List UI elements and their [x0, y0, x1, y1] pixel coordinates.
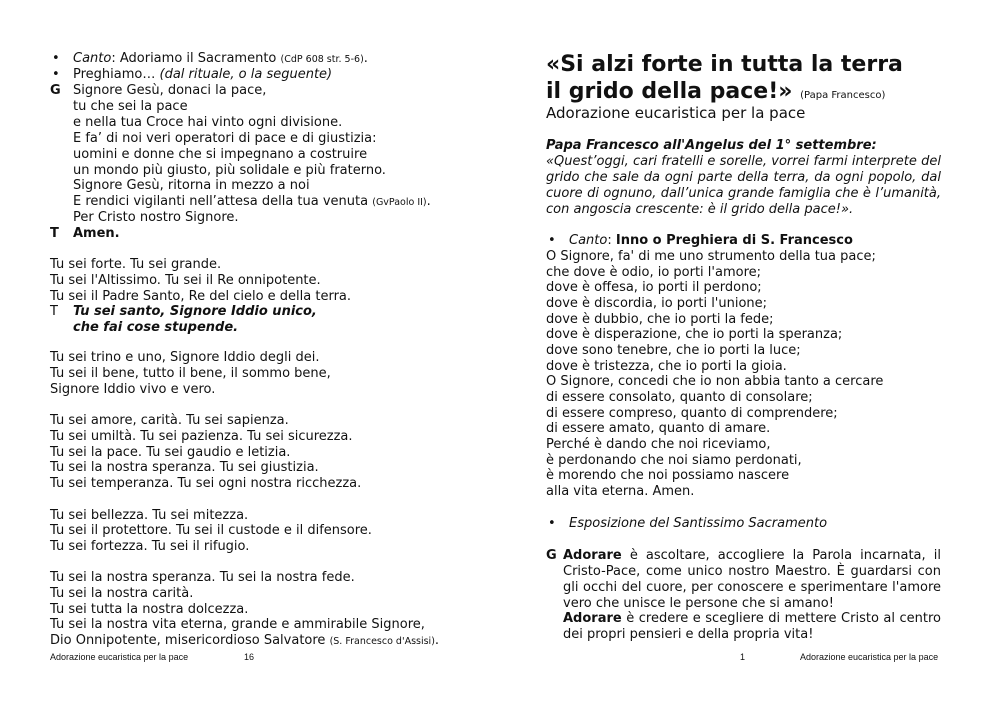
- speaker-marker-t: T: [50, 304, 58, 319]
- praise-line: Tu sei trino e uno, Signore Iddio degli dei.: [50, 350, 320, 365]
- praise-response: Tu sei santo, Signore Iddio unico,: [73, 304, 317, 319]
- esposizione-line: Esposizione del Santissimo Sacramento: [569, 516, 828, 531]
- francesco-line: alla vita eterna. Amen.: [546, 484, 695, 499]
- adorare-paragraph-2: Adorare è credere e scegliere di mettere Cristo al centro dei propri pensieri e della propria vita!: [563, 611, 941, 642]
- francesco-line: dove è dubbio, che io porti la fede;: [546, 312, 774, 327]
- francesco-line: O Signore, concedi che io non abbia tanto a cercare: [546, 374, 884, 389]
- canto-line: Canto: Adoriamo il Sacramento (CdP 608 str. 5-6).: [73, 51, 368, 66]
- praise-line: Tu sei il protettore. Tu sei il custode e il difensore.: [50, 523, 372, 538]
- francesco-line: di essere amato, quanto di amare.: [546, 421, 771, 436]
- speaker-marker-t: T: [50, 226, 59, 241]
- francesco-line: dove è tristezza, che io porti la gioia.: [546, 359, 787, 374]
- bullet: •: [548, 516, 556, 531]
- prayer-line: uomini e donne che si impegnano a costruire: [73, 147, 368, 162]
- speaker-marker-g: G: [50, 83, 61, 98]
- prayer-line: E fa’ di noi veri operatori di pace e di giustizia:: [73, 131, 377, 146]
- angelus-quote: «Quest’oggi, cari fratelli e sorelle, vorrei farmi interprete del grido che sale da ogni parte della terra, da ogni popolo, dal cuore di ognuno, dall’unica grande famiglia che è l’umanità, con angoscia crescente: è il grido della pace!».: [546, 154, 941, 217]
- praise-line: Tu sei il bene, tutto il bene, il sommo bene,: [50, 366, 331, 381]
- footer-title: Adorazione eucaristica per la pace: [50, 652, 189, 662]
- praise-line: Tu sei bellezza. Tu sei mitezza.: [50, 508, 249, 523]
- adorare-paragraph-1: Adorare è ascoltare, accogliere la Parola incarnata, il Cristo-Pace, come unico nostro Maestro. È guardarsi con gli occhi del cuore, per conoscere e sperimentare l'amore vero che unisce le persone che si amano!: [563, 548, 941, 611]
- francesco-line: di essere compreso, quanto di comprendere;: [546, 406, 838, 421]
- page-subtitle: Adorazione eucaristica per la pace: [546, 104, 806, 122]
- francesco-line: dove è offesa, io porti il perdono;: [546, 280, 762, 295]
- praise-line: Tu sei la nostra speranza. Tu sei giustizia.: [50, 460, 319, 475]
- preghiamo-line: Preghiamo… (dal rituale, o la seguente): [73, 67, 333, 82]
- praise-line: Tu sei amore, carità. Tu sei sapienza.: [50, 413, 289, 428]
- angelus-heading: Papa Francesco all'Angelus del 1° settembre:: [546, 138, 877, 153]
- francesco-line: è perdonando che noi siamo perdonati,: [546, 453, 802, 468]
- francesco-line: dove è discordia, io porti l'unione;: [546, 296, 768, 311]
- page-number: 1: [740, 652, 746, 662]
- francesco-line: dove è disperazione, che io porti la speranza;: [546, 327, 843, 342]
- page-number: 16: [244, 652, 255, 662]
- francesco-line: Perché è dando che noi riceviamo,: [546, 437, 771, 452]
- bullet: •: [548, 233, 556, 248]
- praise-line: Tu sei tutta la nostra dolcezza.: [50, 602, 249, 617]
- prayer-line: tu che sei la pace: [73, 99, 188, 114]
- praise-line: Tu sei la nostra speranza. Tu sei la nostra fede.: [50, 570, 355, 585]
- bullet: •: [52, 51, 60, 66]
- francesco-line: O Signore, fa' di me uno strumento della tua pace;: [546, 249, 876, 264]
- prayer-line: Per Cristo nostro Signore.: [73, 210, 239, 225]
- speaker-marker-g: G: [546, 548, 557, 563]
- praise-line: Signore Iddio vivo e vero.: [50, 382, 216, 397]
- prayer-line: E rendici vigilanti nell’attesa della tua venuta (GvPaolo II).: [73, 194, 431, 209]
- page-title-line-2: il grido della pace!» (Papa Francesco): [546, 79, 886, 104]
- francesco-line: di essere consolato, quanto di consolare;: [546, 390, 813, 405]
- prayer-line: Signore Gesù, donaci la pace,: [73, 83, 267, 98]
- prayer-line: Signore Gesù, ritorna in mezzo a noi: [73, 178, 310, 193]
- praise-line: Tu sei forte. Tu sei grande.: [50, 257, 222, 272]
- praise-line: Tu sei l'Altissimo. Tu sei il Re onnipotente.: [50, 273, 321, 288]
- canto-line: Canto: Inno o Preghiera di S. Francesco: [569, 233, 853, 248]
- francesco-line: è morendo che noi possiamo nascere: [546, 468, 790, 483]
- praise-response: che fai cose stupende.: [73, 320, 239, 335]
- francesco-line: che dove è odio, io porti l'amore;: [546, 265, 762, 280]
- praise-line: Tu sei fortezza. Tu sei il rifugio.: [50, 539, 250, 554]
- praise-line: Tu sei temperanza. Tu sei ogni nostra ricchezza.: [50, 476, 362, 491]
- bullet: •: [52, 67, 60, 82]
- francesco-line: dove sono tenebre, che io porti la luce;: [546, 343, 801, 358]
- amen-response: Amen.: [73, 226, 120, 241]
- praise-line: Tu sei il Padre Santo, Re del cielo e della terra.: [50, 289, 352, 304]
- title-attribution: (Papa Francesco): [800, 90, 886, 101]
- praise-line: Tu sei umiltà. Tu sei pazienza. Tu sei sicurezza.: [50, 429, 353, 444]
- page-title: «Si alzi forte in tutta la terra: [546, 52, 903, 77]
- prayer-line: e nella tua Croce hai vinto ogni divisione.: [73, 115, 343, 130]
- praise-line: Dio Onnipotente, misericordioso Salvatore (S. Francesco d'Assisi).: [50, 633, 440, 648]
- praise-line: Tu sei la pace. Tu sei gaudio e letizia.: [50, 445, 291, 460]
- prayer-line: un mondo più giusto, più solidale e più fraterno.: [73, 163, 386, 178]
- praise-line: Tu sei la nostra vita eterna, grande e ammirabile Signore,: [50, 617, 425, 632]
- footer-title: Adorazione eucaristica per la pace: [800, 652, 939, 662]
- praise-line: Tu sei la nostra carità.: [50, 586, 194, 601]
